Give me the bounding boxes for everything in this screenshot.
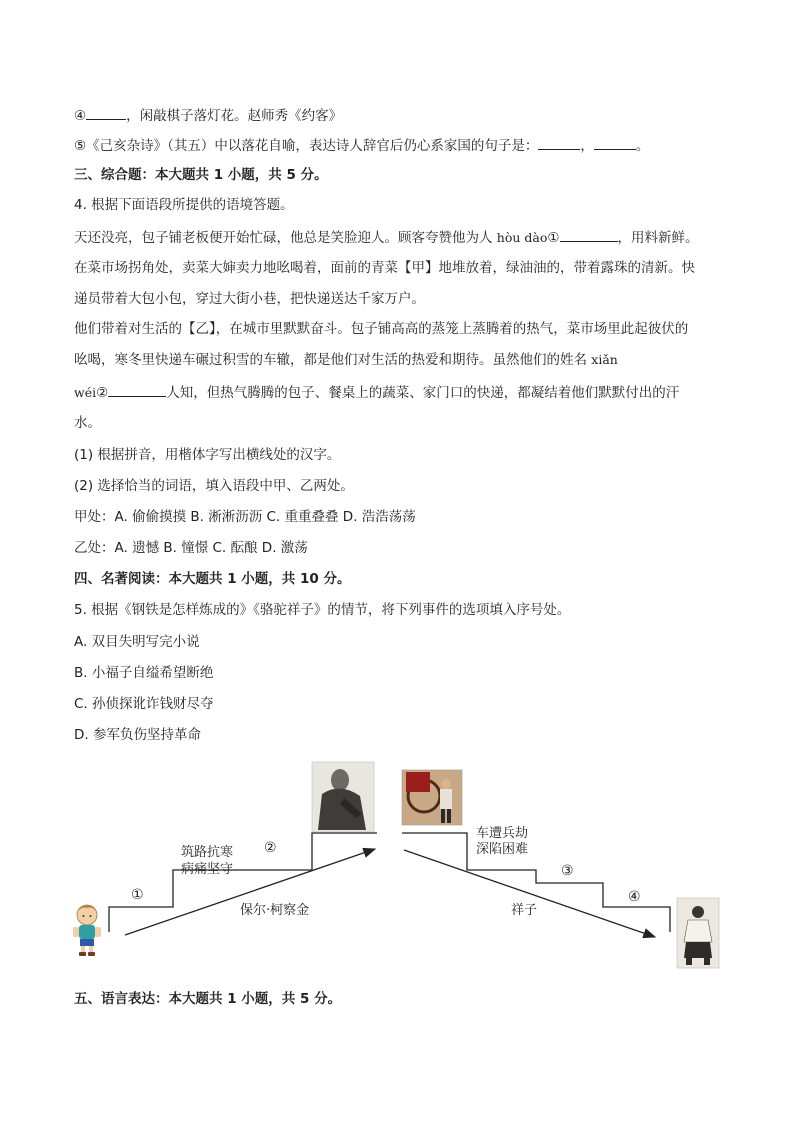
- step-mark-2: ②: [264, 840, 277, 856]
- pinyin-label: wéi: [74, 385, 97, 400]
- option-yi: 乙处：A. 遗憾 B. 憧憬 C. 酝酿 D. 激荡: [74, 540, 308, 556]
- step-mark-4: ④: [628, 889, 641, 905]
- passage-text: ，用料新鲜。: [617, 230, 699, 246]
- xiangzi-label: 祥子: [511, 903, 538, 918]
- item-5-line: [74, 136, 649, 155]
- pavel-arrow: [125, 849, 375, 935]
- passage-line: 他们带着对生活的【乙】，在城市里默默奋斗。包子铺高高的蒸笼上蒸腾着的热气，菜市场里此起彼伏的: [74, 321, 689, 337]
- step-mark-3: ③: [561, 863, 574, 879]
- question-5-stem: 5. 根据《钢铁是怎样炼成的》《骆驼祥子》的情节，将下列事件的选项填入序号处。: [74, 602, 571, 618]
- pinyin-label: xiǎn: [591, 352, 618, 367]
- pinyin-label: hòu dào: [496, 230, 548, 245]
- step-label: 病痛坚守: [181, 862, 234, 877]
- step-label: 深陷困难: [476, 842, 529, 857]
- answer-blank[interactable]: [538, 136, 580, 150]
- item-5-end: 。: [635, 138, 650, 154]
- passage-text: 人知，但热气腾腾的包子、餐桌上的蔬菜、家门口的快递，都凝结着他们默默付出的汗: [166, 385, 680, 401]
- section-4-heading: 四、名著阅读：本大题共 1 小题，共 10 分。: [74, 571, 351, 587]
- option-c: C. 孙侦探讹诈钱财尽夺: [74, 696, 214, 712]
- passage-line: 递员带着大包小包，穿过大街小巷，把快递送达千家万户。: [74, 291, 425, 307]
- step-mark-1: ①: [131, 887, 144, 903]
- answer-blank[interactable]: [108, 383, 166, 397]
- option-a: A. 双目失明写完小说: [74, 634, 200, 650]
- passage-line: 水。: [74, 415, 101, 431]
- item-5-text: ⑤《己亥杂诗》（其五）中以落花自喻，表达诗人辞官后仍心系家国的句子是：: [74, 138, 539, 154]
- passage-line: [74, 351, 618, 369]
- xiangzi-figure: [677, 898, 719, 968]
- passage-text: 天还没亮，包子铺老板便开始忙碌，他总是笑脸迎人。顾客夸赞他为人: [74, 230, 493, 246]
- blank-number: ①: [547, 230, 560, 246]
- xiangzi-arrow: [404, 850, 655, 937]
- item-4-line: [74, 106, 342, 125]
- passage-line: 在菜市场拐角处，卖菜大婶卖力地吆喝着，面前的青菜【甲】地堆放着，绿油油的，带着露珠的清新。快: [74, 260, 695, 276]
- section-3-heading: 三、综合题：本大题共 1 小题，共 5 分。: [74, 167, 328, 183]
- sub-question-2: (2) 选择恰当的词语，填入语段中甲、乙两处。: [74, 478, 354, 494]
- answer-blank[interactable]: [86, 106, 126, 120]
- option-jia: 甲处：A. 偷偷摸摸 B. 淅淅沥沥 C. 重重叠叠 D. 浩浩荡荡: [74, 509, 416, 525]
- step-label: 车遭兵劫: [476, 826, 529, 841]
- answer-blank[interactable]: [594, 136, 636, 150]
- pavel-portrait: [312, 762, 374, 832]
- passage-text: 吆喝，寒冬里快递车碾过积雪的车辙，都是他们对生活的热爱和期待。虽然他们的姓名: [74, 352, 587, 368]
- pavel-label: 保尔·柯察金: [240, 903, 310, 918]
- item-4-text: ，闲敲棋子落灯花。赵师秀《约客》: [126, 108, 343, 124]
- child-illustration: [73, 905, 101, 956]
- blank-number: ②: [96, 385, 109, 401]
- plot-diagram: [0, 752, 794, 982]
- section-5-heading: 五、语言表达：本大题共 1 小题，共 5 分。: [74, 991, 342, 1007]
- answer-blank[interactable]: [560, 228, 618, 242]
- passage-line: [74, 383, 679, 402]
- option-b: B. 小福子自缢希望断绝: [74, 665, 214, 681]
- item-4-number: ④: [74, 108, 87, 124]
- question-4-stem: 4. 根据下面语段所提供的语境答题。: [74, 197, 294, 213]
- item-5-sep: ，: [580, 138, 594, 154]
- sub-question-1: (1) 根据拼音，用楷体字写出横线处的汉字。: [74, 447, 341, 463]
- option-d: D. 参军负伤坚持革命: [74, 727, 201, 743]
- passage-line: [74, 228, 699, 247]
- step-label: 筑路抗寒: [181, 845, 234, 860]
- xiangzi-rickshaw-picture: [402, 770, 462, 825]
